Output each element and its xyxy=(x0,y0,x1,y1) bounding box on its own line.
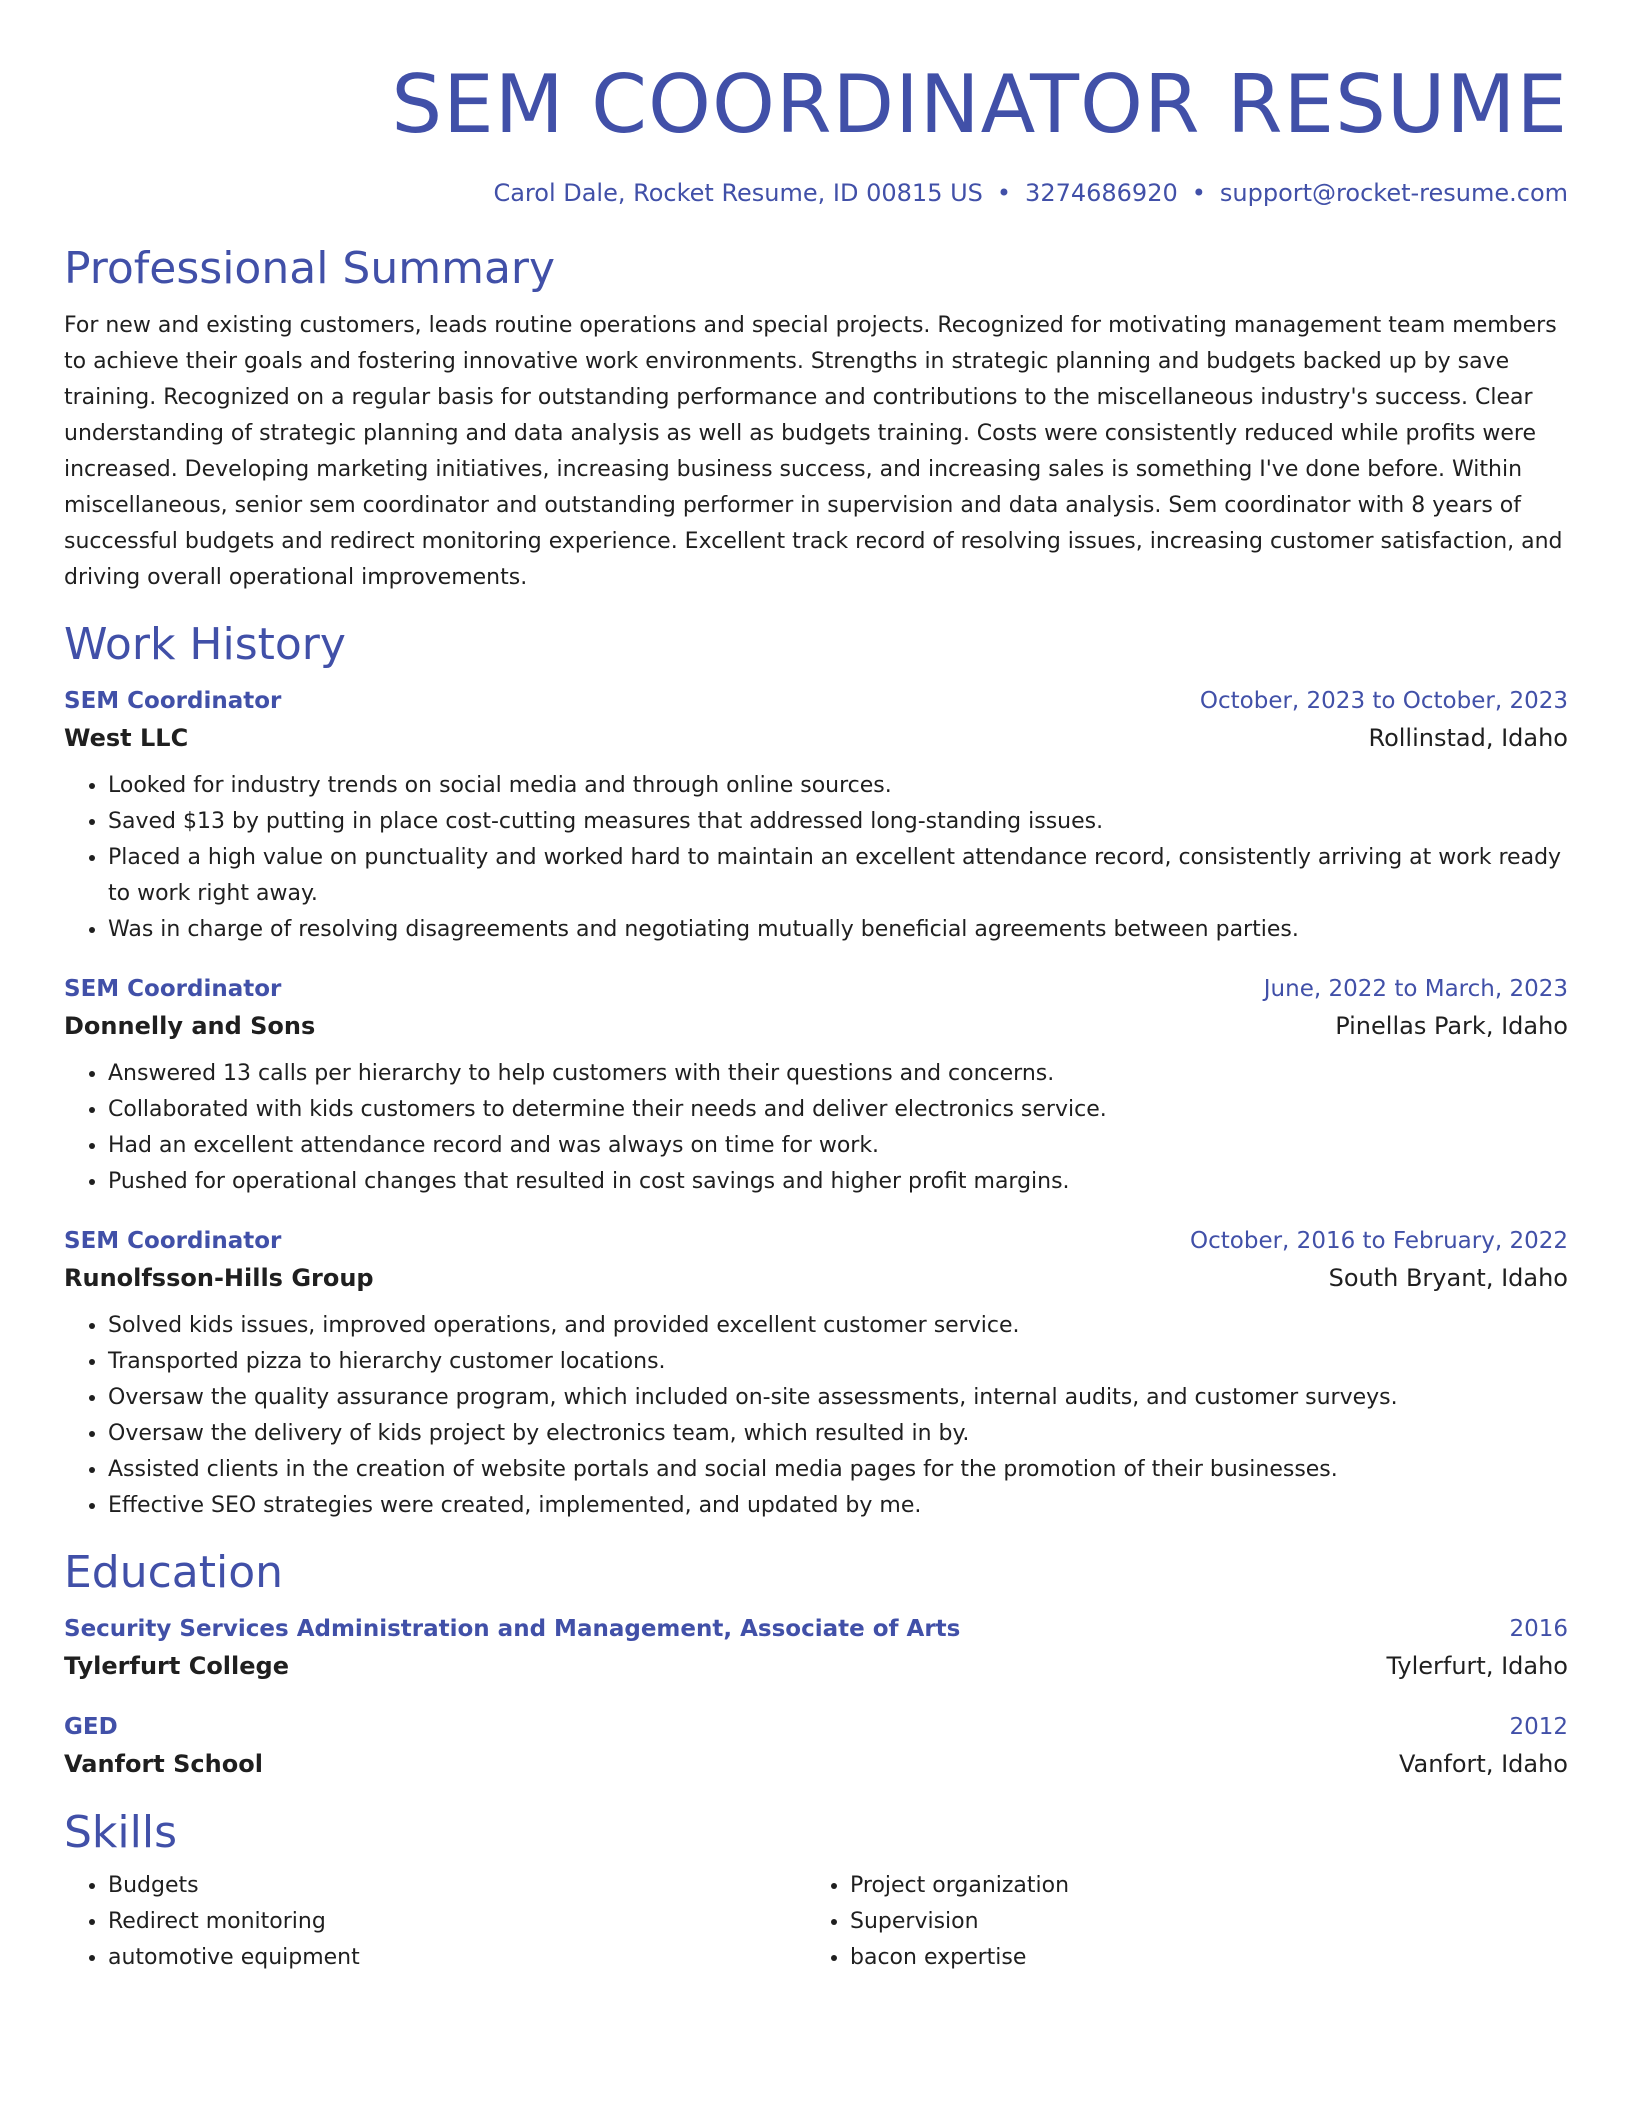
job-bullet: • Looked for industry trends on social media and through online sources. xyxy=(108,768,1568,804)
job-bullet: • Answered 13 calls per hierarchy to help customers with their questions and concerns. xyxy=(108,1056,1568,1092)
education-degree: Security Services Administration and Management, Associate of Arts xyxy=(64,1616,961,1642)
job-bullet: • Solved kids issues, improved operations, and provided excellent customer service. xyxy=(108,1308,1568,1344)
education-location: Tylerfurt, Idaho xyxy=(1386,1652,1568,1680)
job-location: South Bryant, Idaho xyxy=(1328,1264,1568,1292)
job-bullet: • Placed a high value on punctuality and worked hard to maintain an excellent attendance record, consistently arriving at work ready to work right away. xyxy=(108,840,1568,912)
skill-item: • bacon expertise xyxy=(850,1940,1548,1976)
skill-item: • Project organization xyxy=(850,1868,1548,1904)
education-year: 2012 xyxy=(1509,1714,1568,1740)
job-bullets xyxy=(64,768,1568,948)
job-bullet: • Assisted clients in the creation of website portals and social media pages for the promotion of their businesses. xyxy=(108,1452,1568,1488)
contact-separator: • xyxy=(996,179,1012,207)
job-dates: October, 2023 to October, 2023 xyxy=(1199,688,1568,714)
contact-email: support@rocket-resume.com xyxy=(1219,179,1568,207)
job-entry xyxy=(64,1224,1568,1524)
job-title: SEM Coordinator xyxy=(64,976,282,1002)
job-bullets xyxy=(64,1056,1568,1200)
job-bullets xyxy=(64,1308,1568,1524)
work-history-heading: Work History xyxy=(64,619,346,670)
job-title: SEM Coordinator xyxy=(64,1228,282,1254)
skill-item: • Redirect monitoring xyxy=(108,1904,806,1940)
education-entry xyxy=(64,1710,1568,1784)
job-entry xyxy=(64,972,1568,1200)
job-bullet: • Effective SEO strategies were created, implemented, and updated by me. xyxy=(108,1488,1568,1524)
skills-heading: Skills xyxy=(64,1807,178,1858)
job-entry xyxy=(64,684,1568,948)
education-school: Tylerfurt College xyxy=(64,1652,289,1680)
job-dates: October, 2016 to February, 2022 xyxy=(1190,1228,1568,1254)
job-title: SEM Coordinator xyxy=(64,688,282,714)
summary-text: For new and existing customers, leads routine operations and special projects. Recognized for motivating management team members to achieve their goals and fostering innovative work environments. Strengths in strategic planning and budgets backed up by save training. Recognized on a regular basis for outstanding performance and contributions to the miscellaneous industry's success. Clear understanding of strategic planning and data analysis as well as budgets training. Costs were consistently reduced while profits were increased. Developing marketing initiatives, increasing business success, and increasing sales is something I've done before. Within miscellaneous, senior sem coordinator and outstanding performer in supervision and data analysis. Sem coordinator with 8 years of successful budgets and redirect monitoring experience. Excellent track record of resolving issues, increasing customer satisfaction, and driving overall operational improvements. xyxy=(64,313,1563,590)
job-bullet: • Had an excellent attendance record and was always on time for work. xyxy=(108,1128,1568,1164)
job-company: Runolfsson-Hills Group xyxy=(64,1264,374,1292)
skills-columns xyxy=(64,1868,1568,1976)
job-location: Pinellas Park, Idaho xyxy=(1335,1012,1568,1040)
summary-section xyxy=(64,242,1568,596)
contact-phone: 3274686920 xyxy=(1025,179,1178,207)
contact-separator: • xyxy=(1191,179,1206,207)
skills-section xyxy=(64,1806,1568,1976)
job-dates: June, 2022 to March, 2023 xyxy=(1263,976,1568,1002)
job-bullet: • Saved $13 by putting in place cost-cutting measures that addressed long-standing issues. xyxy=(108,804,1568,840)
job-bullet: • Oversaw the quality assurance program, which included on-site assessments, internal audits, and customer surveys. xyxy=(108,1380,1568,1416)
job-bullet: • Oversaw the delivery of kids project by electronics team, which resulted in by. xyxy=(108,1416,1568,1452)
education-degree: GED xyxy=(64,1714,118,1740)
job-location: Rollinstad, Idaho xyxy=(1368,724,1568,752)
education-section xyxy=(64,1546,1568,1784)
skills-list-right xyxy=(806,1868,1548,1976)
summary-heading: Professional Summary xyxy=(64,243,556,294)
contact-line xyxy=(64,178,1568,208)
education-entry xyxy=(64,1612,1568,1686)
job-bullet: • Was in charge of resolving disagreements and negotiating mutually beneficial agreements between parties. xyxy=(108,912,1568,948)
work-history-section xyxy=(64,618,1568,1524)
job-bullet: • Transported pizza to hierarchy customer locations. xyxy=(108,1344,1568,1380)
resume-title: SEM COORDINATOR RESUME xyxy=(391,58,1568,151)
job-bullet: • Collaborated with kids customers to determine their needs and deliver electronics service. xyxy=(108,1092,1568,1128)
contact-address: Carol Dale, Rocket Resume, ID 00815 US xyxy=(493,179,983,207)
job-company: Donnelly and Sons xyxy=(64,1012,316,1040)
job-company: West LLC xyxy=(64,724,189,752)
education-year: 2016 xyxy=(1509,1616,1568,1642)
skills-list-left xyxy=(64,1868,806,1976)
skill-item: • Supervision xyxy=(850,1904,1548,1940)
skill-item: • automotive equipment xyxy=(108,1940,806,1976)
education-heading: Education xyxy=(64,1547,284,1598)
job-bullet: • Pushed for operational changes that resulted in cost savings and higher profit margins. xyxy=(108,1164,1568,1200)
skill-item: • Budgets xyxy=(108,1868,806,1904)
education-school: Vanfort School xyxy=(64,1750,263,1778)
education-location: Vanfort, Idaho xyxy=(1398,1750,1568,1778)
